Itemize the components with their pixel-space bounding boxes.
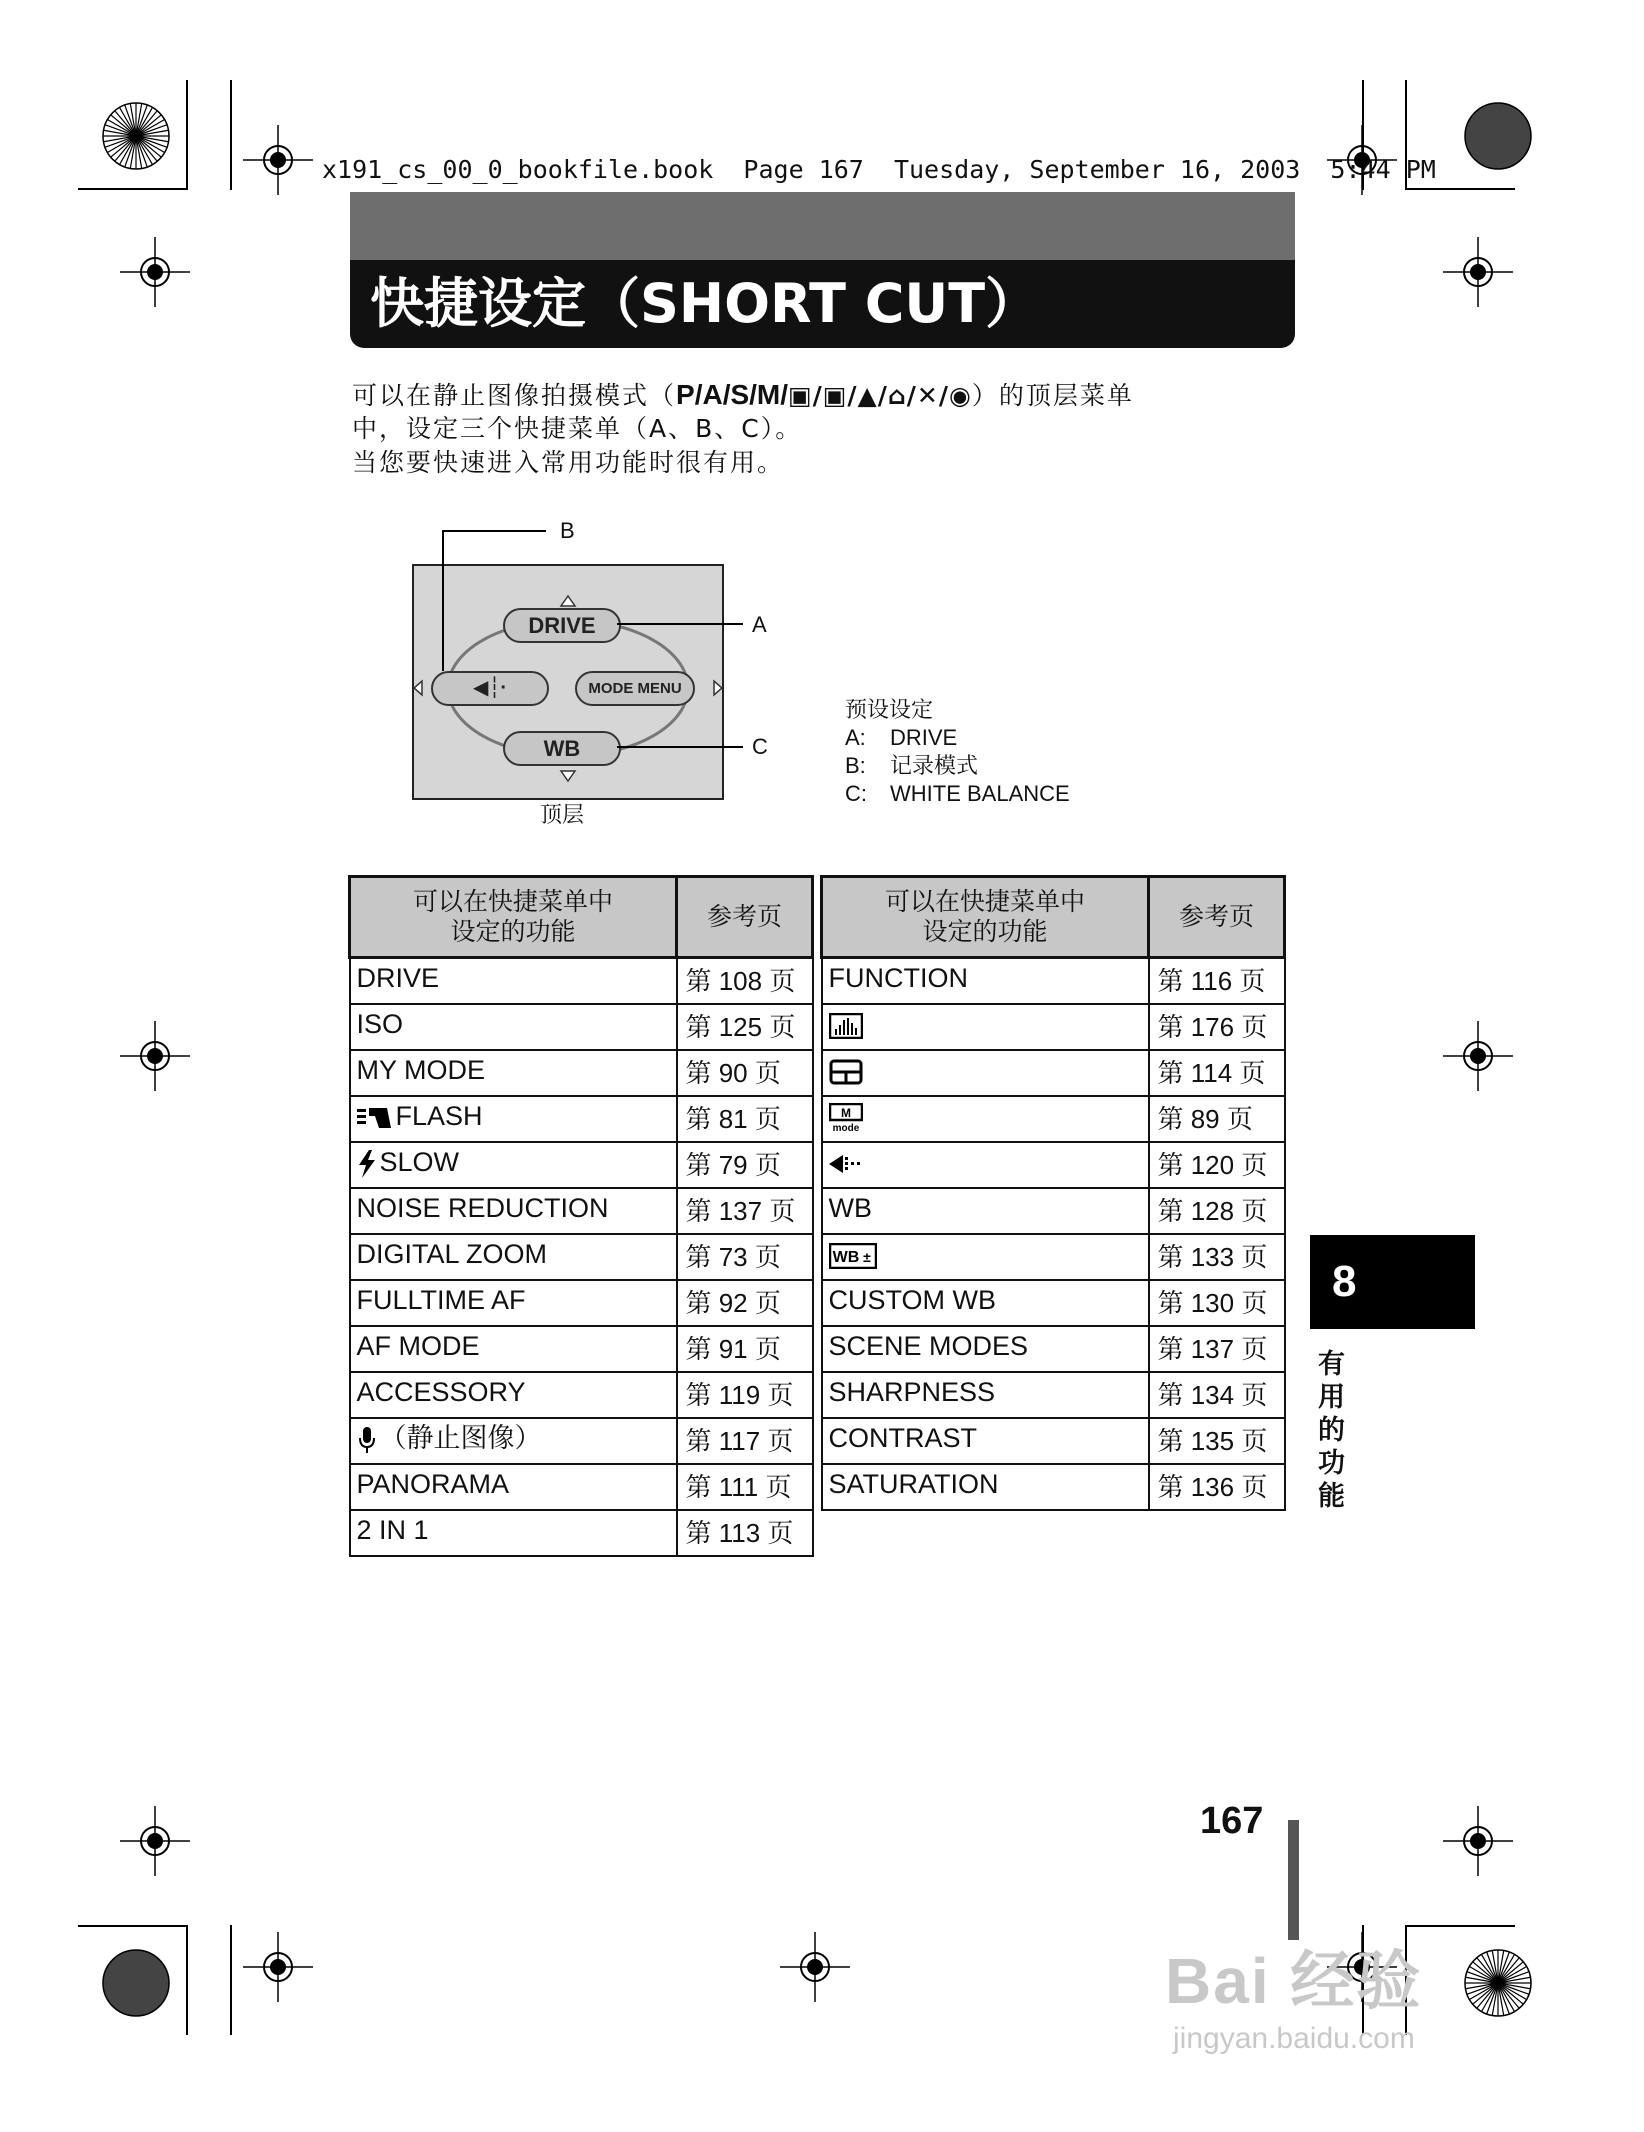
chapter-tab: 8 — [1310, 1235, 1475, 1329]
registration-mark-icon — [243, 125, 313, 195]
halftone-mark-icon — [1463, 101, 1533, 171]
page-reference: 第 130 页 — [1149, 1280, 1285, 1326]
watermark-main: Bai 经验 — [1165, 1945, 1423, 2017]
chapter-tab-label: 有用的功能 — [1318, 1349, 1345, 1512]
function-name: WB — [828, 1193, 872, 1223]
registration-mark-icon — [1443, 1021, 1513, 1091]
table-row — [822, 1142, 1285, 1188]
table-row — [822, 1418, 1285, 1464]
intro-line-1 — [352, 378, 1302, 412]
table-row — [822, 1280, 1285, 1326]
function-name: SLOW — [379, 1147, 460, 1177]
function-name: MY MODE — [356, 1055, 486, 1085]
intro-suffix: ）的顶层菜单 — [971, 381, 1134, 410]
svg-text:mode: mode — [832, 1122, 859, 1133]
right-arrow-icon — [714, 681, 722, 695]
function-cell — [350, 1326, 677, 1372]
function-cell — [350, 1510, 677, 1556]
page-reference: 第 176 页 — [1149, 1004, 1285, 1050]
microphone-icon — [357, 1423, 380, 1453]
page-reference: 第 133 页 — [1149, 1234, 1285, 1280]
function-cell — [350, 1004, 677, 1050]
function-cell — [350, 1096, 677, 1142]
default-settings — [845, 696, 1070, 808]
up-arrow-icon — [561, 596, 575, 606]
left-arrow-icon — [414, 681, 422, 695]
function-column-header: 可以在快捷菜单中 设定的功能 — [350, 877, 677, 958]
flash-mode-icon — [357, 1101, 396, 1131]
callout-a-label: A — [752, 612, 767, 637]
function-cell — [822, 1372, 1149, 1418]
table-row — [822, 1096, 1285, 1142]
function-cell — [350, 1372, 677, 1418]
function-cell — [350, 1418, 677, 1464]
function-name: SATURATION — [828, 1469, 999, 1499]
record-mode-icon: ◀┆· — [472, 677, 508, 699]
table-row — [822, 1372, 1285, 1418]
table-row — [350, 1510, 813, 1556]
callout-c-label: C — [752, 734, 768, 759]
intro-prefix: 可以在静止图像拍摄模式（ — [352, 381, 677, 410]
starburst-mark-icon — [101, 101, 171, 171]
function-name: NOISE REDUCTION — [356, 1193, 609, 1223]
page-reference: 第 113 页 — [677, 1510, 813, 1556]
table-row — [822, 1234, 1285, 1280]
page-reference: 第 137 页 — [677, 1188, 813, 1234]
registration-mark-icon — [1443, 1806, 1513, 1876]
page-reference: 第 92 页 — [677, 1280, 813, 1326]
table-row — [350, 1326, 813, 1372]
diagram-caption: 顶层 — [540, 802, 585, 827]
page-reference: 第 91 页 — [677, 1326, 813, 1372]
print-header-info: x191_cs_00_0_bookfile.book Page 167 Tuesday, September 16, 2003 5:44 PM — [322, 155, 1436, 184]
function-cell — [822, 1142, 1149, 1188]
function-cell — [822, 1280, 1149, 1326]
svg-text:M: M — [840, 1105, 851, 1120]
page-reference: 第 116 页 — [1149, 958, 1285, 1005]
scene-mode-icons: ▣/▣/▲/⌂/✕/◉ — [788, 381, 972, 410]
table-row — [350, 1464, 813, 1510]
page-reference: 第 79 页 — [677, 1142, 813, 1188]
page-reference: 第 135 页 — [1149, 1418, 1285, 1464]
page-reference: 第 120 页 — [1149, 1142, 1285, 1188]
function-cell — [822, 958, 1149, 1005]
page-reference: 第 134 页 — [1149, 1372, 1285, 1418]
table-row — [350, 1234, 813, 1280]
metering-mode-icon — [829, 1101, 866, 1131]
wb-compensation-icon — [829, 1239, 880, 1269]
slow-sync-icon — [357, 1147, 380, 1177]
function-cell — [822, 1050, 1149, 1096]
page-reference: 第 136 页 — [1149, 1464, 1285, 1510]
function-cell — [350, 958, 677, 1005]
table-row — [350, 1050, 813, 1096]
function-cell — [822, 1234, 1149, 1280]
registration-mark-icon — [780, 1932, 850, 2002]
shortcut-function-table-left — [348, 875, 814, 1557]
drive-button[interactable]: DRIVE — [503, 608, 621, 643]
function-name: CONTRAST — [828, 1423, 977, 1453]
page-reference: 第 119 页 — [677, 1372, 813, 1418]
shortcut-function-table-right — [820, 875, 1286, 1511]
default-setting-row: B: 记录模式 — [845, 753, 979, 778]
page-reference: 第 89 页 — [1149, 1096, 1285, 1142]
function-name: CUSTOM WB — [828, 1285, 996, 1315]
function-cell — [350, 1234, 677, 1280]
mode-menu-button[interactable]: MODE MENU — [575, 671, 695, 706]
table-row — [822, 1050, 1285, 1096]
down-arrow-icon — [561, 771, 575, 781]
table-row — [822, 1464, 1285, 1510]
function-name: DRIVE — [356, 963, 440, 993]
callout-b-label: B — [560, 518, 575, 543]
intro-line-3: 当您要快速进入常用功能时很有用。 — [352, 448, 785, 477]
function-name: PANORAMA — [356, 1469, 510, 1499]
halftone-mark-icon — [101, 1948, 171, 2018]
registration-mark-icon — [120, 237, 190, 307]
table-row — [350, 1142, 813, 1188]
function-name: SCENE MODES — [828, 1331, 1029, 1361]
function-name: ISO — [356, 1009, 404, 1039]
function-cell — [822, 1326, 1149, 1372]
title-band — [350, 192, 1295, 260]
default-setting-row: C: WHITE BALANCE — [845, 781, 1070, 806]
default-setting-row: A: DRIVE — [845, 725, 958, 750]
function-cell — [350, 1142, 677, 1188]
record-mode-icon — [829, 1147, 868, 1177]
table-row — [350, 1188, 813, 1234]
page-reference: 第 125 页 — [677, 1004, 813, 1050]
page-title: 快捷设定（SHORT CUT） — [350, 260, 1295, 348]
function-column-header: 可以在快捷菜单中 设定的功能 — [822, 877, 1149, 958]
page-reference: 第 137 页 — [1149, 1326, 1285, 1372]
table-row — [822, 958, 1285, 1005]
page-number-bar — [1288, 1820, 1299, 1940]
function-cell — [822, 1418, 1149, 1464]
page-reference: 第 73 页 — [677, 1234, 813, 1280]
table-row — [822, 1188, 1285, 1234]
table-row — [350, 1418, 813, 1464]
function-cell — [822, 1188, 1149, 1234]
page-column-header: 参考页 — [677, 877, 813, 958]
svg-text:±: ± — [862, 1248, 871, 1265]
function-name: FULLTIME AF — [356, 1285, 526, 1315]
page-column-header: 参考页 — [1149, 877, 1285, 958]
watermark-sub: jingyan.baidu.com — [1173, 2022, 1415, 2055]
function-cell — [350, 1050, 677, 1096]
mode-letters: P/A/S/M/ — [676, 379, 789, 410]
table-row — [350, 1004, 813, 1050]
starburst-mark-icon — [1463, 1948, 1533, 2018]
wb-button[interactable]: WB — [503, 731, 621, 766]
registration-mark-icon — [243, 1932, 313, 2002]
function-name: SHARPNESS — [828, 1377, 996, 1407]
frame-assist-icon — [829, 1055, 866, 1085]
page-reference: 第 90 页 — [677, 1050, 813, 1096]
intro-line-2: 中，设定三个快捷菜单（A、B、C）。 — [352, 414, 803, 443]
page-number: 167 — [1200, 1800, 1264, 1842]
default-settings-title: 预设设定 — [845, 697, 934, 722]
page-reference: 第 114 页 — [1149, 1050, 1285, 1096]
function-name: FUNCTION — [828, 963, 968, 993]
page-reference: 第 111 页 — [677, 1464, 813, 1510]
function-name: AF MODE — [356, 1331, 480, 1361]
function-cell — [350, 1188, 677, 1234]
function-name: ACCESSORY — [356, 1377, 526, 1407]
function-cell — [350, 1464, 677, 1510]
function-name: （静止图像） — [379, 1423, 542, 1453]
table-row — [350, 1280, 813, 1326]
table-row — [350, 1372, 813, 1418]
page-reference: 第 117 页 — [677, 1418, 813, 1464]
page-reference: 第 128 页 — [1149, 1188, 1285, 1234]
function-cell — [822, 1004, 1149, 1050]
table-row — [350, 1096, 813, 1142]
function-cell — [822, 1464, 1149, 1510]
table-row — [822, 1326, 1285, 1372]
table-row — [822, 1004, 1285, 1050]
page-reference: 第 81 页 — [677, 1096, 813, 1142]
function-name: 2 IN 1 — [356, 1515, 429, 1545]
function-name: FLASH — [395, 1101, 483, 1131]
histogram-icon — [829, 1009, 866, 1039]
registration-mark-icon — [120, 1806, 190, 1876]
record-mode-button[interactable] — [431, 671, 549, 706]
function-cell — [350, 1280, 677, 1326]
watermark — [1165, 1930, 1422, 2056]
page-reference: 第 108 页 — [677, 958, 813, 1005]
registration-mark-icon — [120, 1021, 190, 1091]
svg-text:WB: WB — [832, 1248, 859, 1266]
table-row — [350, 958, 813, 1005]
function-cell — [822, 1096, 1149, 1142]
registration-mark-icon — [1443, 237, 1513, 307]
function-name: DIGITAL ZOOM — [356, 1239, 548, 1269]
